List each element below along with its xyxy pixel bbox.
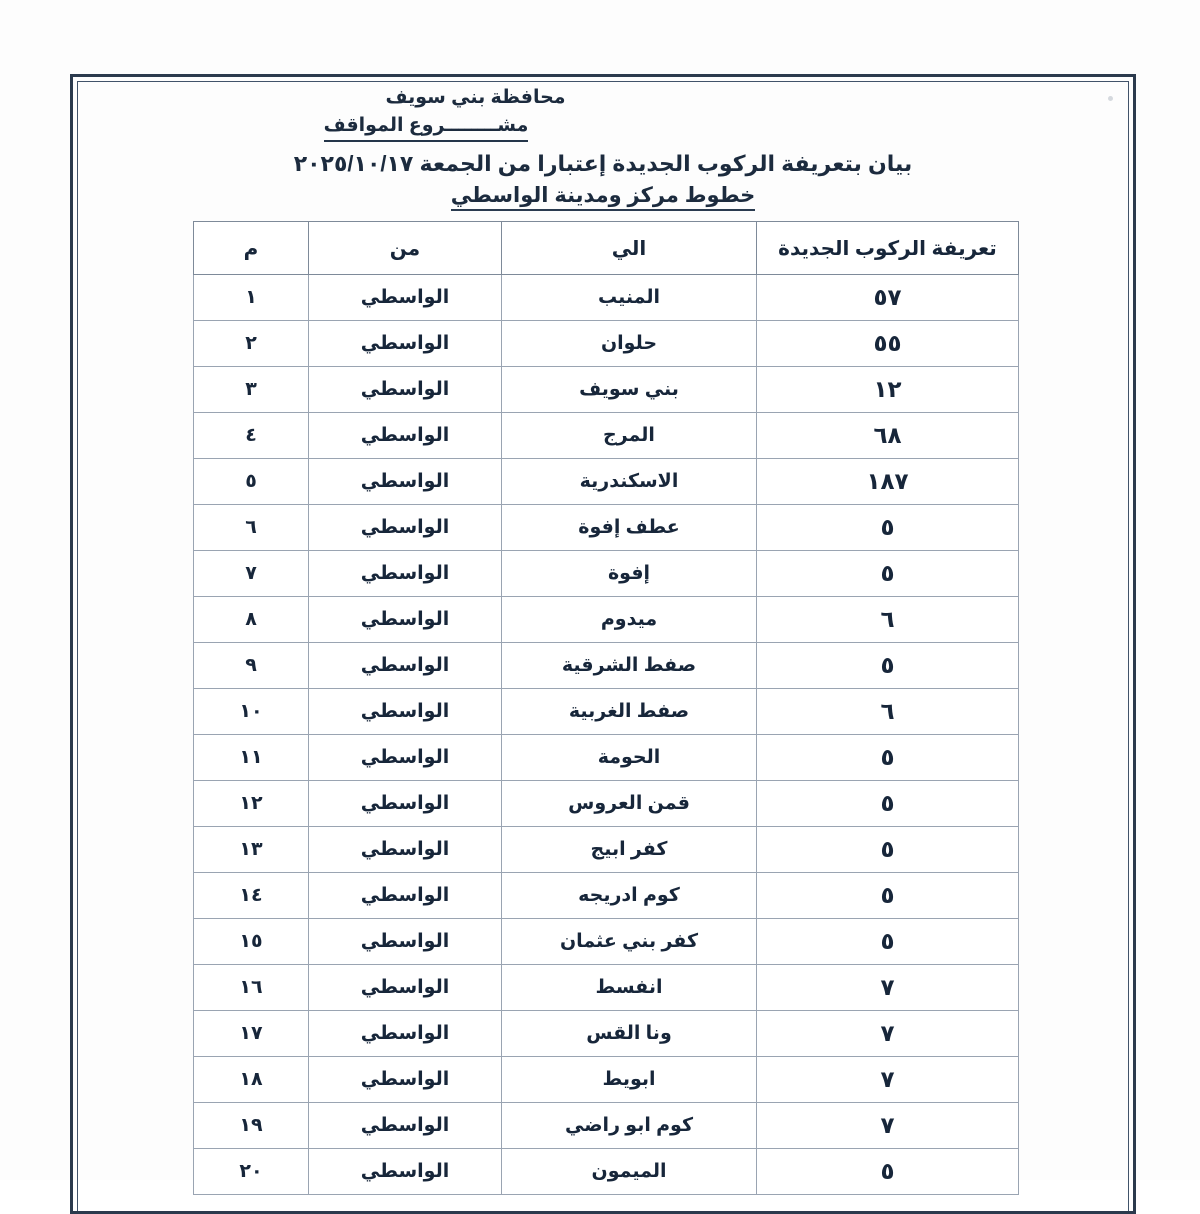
cell-to: صفط الشرقية	[502, 643, 757, 689]
table-row	[194, 505, 1019, 551]
cell-from: الواسطي	[309, 827, 502, 873]
table-row	[194, 643, 1019, 689]
cell-from: الواسطي	[309, 367, 502, 413]
cell-to: الحومة	[502, 735, 757, 781]
cell-from: الواسطي	[309, 597, 502, 643]
cell-index: ١٠	[194, 689, 309, 735]
cell-to: حلوان	[502, 321, 757, 367]
cell-to: كفر بني عثمان	[502, 919, 757, 965]
table-header-row	[194, 222, 1019, 275]
cell-to: المرج	[502, 413, 757, 459]
table-row	[194, 1057, 1019, 1103]
cell-to: قمن العروس	[502, 781, 757, 827]
cell-from: الواسطي	[309, 689, 502, 735]
cell-fare: ٥	[757, 735, 1019, 781]
cell-index: ١٢	[194, 781, 309, 827]
table-row	[194, 689, 1019, 735]
statement-title: بيان بتعريفة الركوب الجديدة إعتبارا من الجمعة ٢٠٢٥/١٠/١٧	[293, 151, 913, 177]
cell-index: ٨	[194, 597, 309, 643]
cell-index: ٣	[194, 367, 309, 413]
cell-index: ١٩	[194, 1103, 309, 1149]
cell-index: ١٦	[194, 965, 309, 1011]
cell-to: كوم ادريجه	[502, 873, 757, 919]
cell-to: بني سويف	[502, 367, 757, 413]
cell-fare: ٦	[757, 689, 1019, 735]
cell-index: ١٤	[194, 873, 309, 919]
cell-index: ٦	[194, 505, 309, 551]
column-header-fare: تعريفة الركوب الجديدة	[757, 222, 1019, 275]
table-row	[194, 459, 1019, 505]
table-row	[194, 827, 1019, 873]
cell-from: الواسطي	[309, 919, 502, 965]
cell-to: ميدوم	[502, 597, 757, 643]
fare-table	[193, 221, 1019, 1195]
cell-to: كفر ابيج	[502, 827, 757, 873]
cell-to: كوم ابو راضي	[502, 1103, 757, 1149]
cell-index: ٢٠	[194, 1149, 309, 1195]
table-row	[194, 321, 1019, 367]
table-row	[194, 597, 1019, 643]
cell-index: ١٧	[194, 1011, 309, 1057]
cell-index: ٩	[194, 643, 309, 689]
cell-from: الواسطي	[309, 1149, 502, 1195]
cell-to: إفوة	[502, 551, 757, 597]
governorate-name: محافظة بني سويف	[385, 87, 566, 108]
cell-from: الواسطي	[309, 735, 502, 781]
table-row	[194, 551, 1019, 597]
cell-fare: ٦	[757, 597, 1019, 643]
cell-to: المنيب	[502, 275, 757, 321]
column-header-index: م	[194, 222, 309, 275]
cell-fare: ١٨٧	[757, 459, 1019, 505]
fare-table-body	[194, 275, 1019, 1195]
cell-from: الواسطي	[309, 505, 502, 551]
table-row	[194, 367, 1019, 413]
cell-fare: ٧	[757, 1103, 1019, 1149]
cell-index: ١١	[194, 735, 309, 781]
cell-from: الواسطي	[309, 551, 502, 597]
scope-subtitle: خطوط مركز ومدينة الواسطي	[451, 183, 756, 211]
cell-from: الواسطي	[309, 1103, 502, 1149]
cell-to: عطف إفوة	[502, 505, 757, 551]
cell-fare: ٥	[757, 1149, 1019, 1195]
cell-fare: ٥٥	[757, 321, 1019, 367]
cell-from: الواسطي	[309, 1057, 502, 1103]
cell-fare: ٥	[757, 643, 1019, 689]
cell-index: ٢	[194, 321, 309, 367]
cell-fare: ٥	[757, 551, 1019, 597]
table-row	[194, 275, 1019, 321]
cell-index: ١٣	[194, 827, 309, 873]
table-row	[194, 1011, 1019, 1057]
table-row	[194, 781, 1019, 827]
table-row	[194, 1103, 1019, 1149]
cell-fare: ٥٧	[757, 275, 1019, 321]
table-row	[194, 919, 1019, 965]
cell-index: ١٥	[194, 919, 309, 965]
fare-table-header	[194, 222, 1019, 275]
cell-from: الواسطي	[309, 643, 502, 689]
document-heading	[90, 84, 1116, 211]
table-row	[194, 965, 1019, 1011]
cell-index: ١٨	[194, 1057, 309, 1103]
organization-block	[90, 84, 1116, 142]
cell-to: صفط الغربية	[502, 689, 757, 735]
cell-from: الواسطي	[309, 873, 502, 919]
cell-from: الواسطي	[309, 1011, 502, 1057]
cell-fare: ٧	[757, 1057, 1019, 1103]
cell-from: الواسطي	[309, 965, 502, 1011]
cell-fare: ٥	[757, 919, 1019, 965]
cell-from: الواسطي	[309, 321, 502, 367]
cell-index: ٥	[194, 459, 309, 505]
column-header-to: الي	[502, 222, 757, 275]
cell-to: ابويط	[502, 1057, 757, 1103]
cell-from: الواسطي	[309, 275, 502, 321]
cell-index: ٤	[194, 413, 309, 459]
table-row	[194, 413, 1019, 459]
cell-from: الواسطي	[309, 781, 502, 827]
table-row	[194, 735, 1019, 781]
cell-to: الميمون	[502, 1149, 757, 1195]
cell-fare: ٥	[757, 873, 1019, 919]
cell-index: ٧	[194, 551, 309, 597]
cell-fare: ٦٨	[757, 413, 1019, 459]
cell-fare: ١٢	[757, 367, 1019, 413]
table-row	[194, 873, 1019, 919]
cell-to: الاسكندرية	[502, 459, 757, 505]
column-header-from: من	[309, 222, 502, 275]
project-title: مشــــــــروع المواقف	[324, 112, 529, 143]
cell-index: ١	[194, 275, 309, 321]
cell-fare: ٥	[757, 505, 1019, 551]
cell-fare: ٧	[757, 1011, 1019, 1057]
cell-to: انفسط	[502, 965, 757, 1011]
table-row	[194, 1149, 1019, 1195]
cell-to: ونا القس	[502, 1011, 757, 1057]
cell-from: الواسطي	[309, 459, 502, 505]
cell-fare: ٥	[757, 827, 1019, 873]
cell-from: الواسطي	[309, 413, 502, 459]
cell-fare: ٧	[757, 965, 1019, 1011]
cell-fare: ٥	[757, 781, 1019, 827]
